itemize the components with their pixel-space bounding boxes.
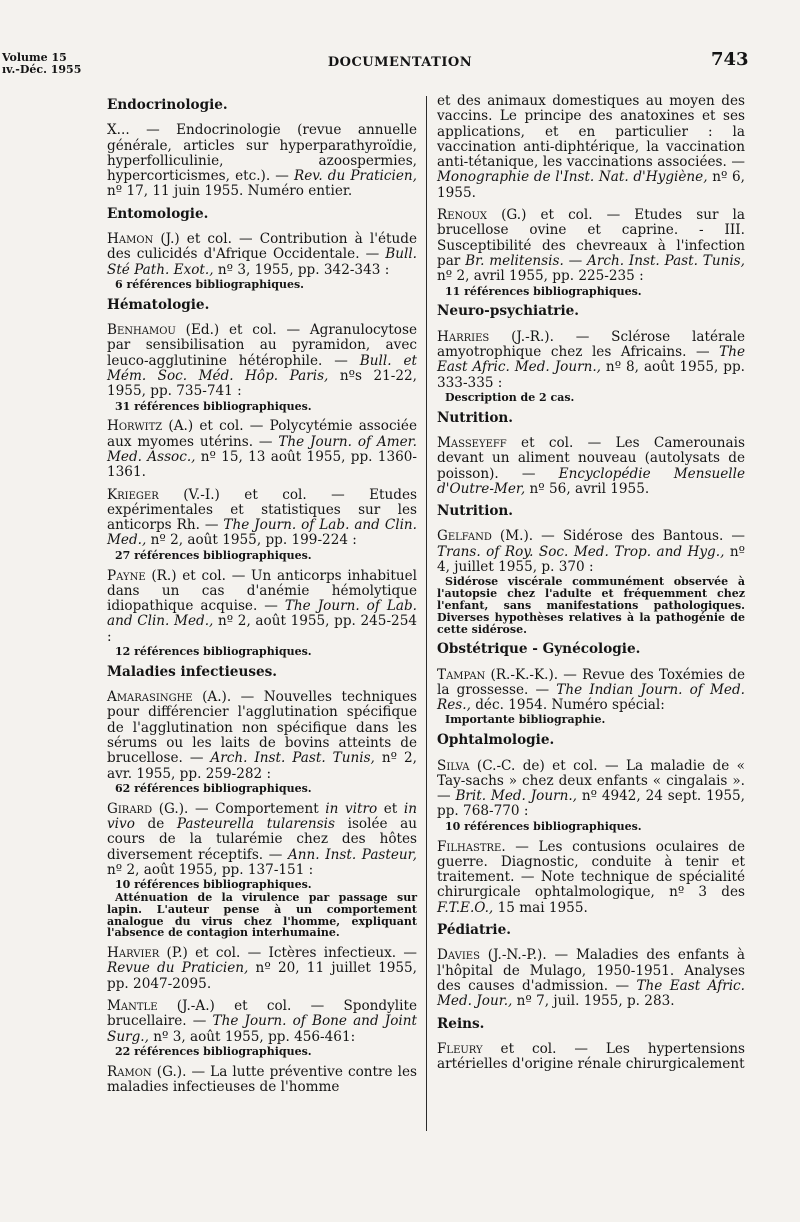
entry-note: 22 références bibliographiques. [115, 1044, 312, 1058]
entry-summary: Atténuation de la virulence par passage sur lapin. L'auteur pense à un comportement analogue du virus chez l'homme, expliquant l'absence de contagion interhumaine. [107, 890, 417, 940]
page-header [0, 0, 800, 90]
entry-ramon-continued: et des animaux domestiques au moyen des vaccins. Le principe des anatoxines et ses applications, et en particulier : la vaccination anti-diphtérique, la vaccination anti-tétanique, les vaccinations associées. — Monographie de l'Inst. Nat. d'Hygiène, nº 6, 1955. [437, 93, 745, 201]
entry-mantle: Mantle (J.-A.) et col. — Spondylite brucellaire. — The Journ. of Bone and Joint Surg., nº 3, août 1955, pp. 456-461: 22 références bibliographiques. [107, 998, 417, 1058]
section-entomologie: Entomologie. [107, 205, 209, 222]
entry-payne: Payne (R.) et col. — Un anticorps inhabituel dans un cas d'anémie hémolytique idiopathique acquise. — The Journ. of Lab. and Clin. Med., nº 2, août 1955, pp. 245-254 : 12 références bibliographiques. [107, 567, 417, 658]
section-nutrition-1: Nutrition. [437, 409, 514, 426]
volume-line-1: Volume 15 [2, 51, 67, 64]
entry-endocrinologie: X... — Endocrinologie (revue annuelle générale, articles sur hyperparathyroïdie, hyperfolliculinie, azoospermies, hypercorticismes, etc.). — Rev. du Praticien, nº 17, 11 juin 1955. Numéro entier. [107, 122, 417, 200]
section-maladies-infectieuses: Maladies infectieuses. [107, 663, 278, 680]
entry-filhastre: Filhastre. — Les contusions oculaires de guerre. Diagnostic, conduite à tenir et traitement. — Note technique de spécialité chirurgicale ophtalmologique, nº 3 des F.T.E.O., 15 mai 1955. [437, 838, 745, 916]
entry-renoux: Renoux (G.) et col. — Etudes sur la brucellose ovine et caprine. - III. Susceptibilité des chevreaux à l'infection par Br. melitensis. — Arch. Inst. Past. Tunis, nº 2, avril 1955, pp. 225-235 : 11 références bibliographiques. [437, 207, 745, 298]
entry-note: 10 références bibliographiques. [445, 819, 642, 833]
section-hematologie: Hématologie. [107, 296, 210, 313]
entry-note: 11 références bibliographiques. [445, 284, 642, 298]
section-reins: Reins. [437, 1015, 485, 1032]
left-column [107, 94, 417, 1102]
section-neuro-psychiatrie: Neuro-psychiatrie. [437, 303, 580, 320]
entry-davies: Davies (J.-N.-P.). — Maladies des enfants à l'hôpital de Mulago, 1950-1951. Analyses des causes d'admission. — The East Afric. Med. Jour., nº 7, juil. 1955, p. 283. [437, 947, 745, 1010]
entry-note: 62 références bibliographiques. [115, 781, 312, 795]
entry-note: Importante bibliographie. [445, 713, 606, 727]
entry-note: 10 références bibliographiques. [115, 878, 312, 892]
entry-note: 12 références bibliographiques. [115, 645, 312, 658]
entry-amarasinghe: Amarasinghe (A.). — Nouvelles techniques pour différencier l'agglutination spécifique de l'agglutination non spécifique dans les sérums ou les laits de bovins atteints de brucellose. — Arch. Inst. Past. Tunis, nº 2, avr. 1955, pp. 259-282 : 62 références bibliographiques. [107, 689, 417, 795]
entry-ramon: Ramon (G.). — La lutte préventive contre les maladies infectieuses de l'homme [107, 1063, 417, 1096]
entry-tampan: Tampan (R.-K.-K.). — Revue des Toxémies de la grossesse. — The Indian Journ. of Med. Res., déc. 1954. Numéro spécial: Importante bibliographie. [437, 666, 745, 727]
entry-note: 27 références bibliographiques. [115, 548, 312, 562]
entry-harries: Harries (J.-R.). — Sclérose latérale amyotrophique chez les Africains. — The East Afric. Med. Journ., nº 8, août 1955, pp. 333-335 : Description de 2 cas. [437, 328, 745, 404]
entry-note: 6 références bibliographiques. [115, 277, 304, 291]
section-pediatrie: Pédiatrie. [437, 922, 511, 939]
right-column [437, 94, 745, 1079]
column-divider [426, 96, 427, 1131]
entry-horwitz: Horwitz (A.) et col. — Polycytémie associée aux myomes utérins. — The Journ. of Amer. Med. Assoc., nº 15, 13 août 1955, pp. 1360-1361. [107, 418, 417, 481]
page-number: 743 [711, 49, 749, 70]
section-ophtalmologie: Ophtalmologie. [437, 732, 555, 749]
entry-krieger: Krieger (V.-I.) et col. — Etudes expérimentales et statistiques sur les anticorps Rh. — The Journ. of Lab. and Clin. Med., nº 2, août 1955, pp. 199-224 : 27 références bibliographiques. [107, 486, 417, 562]
section-obstetrique: Obstétrique - Gynécologie. [437, 641, 641, 658]
entry-fleury: Fleury et col. — Les hypertensions artérielles d'origine rénale chirurgicalement [437, 1040, 745, 1073]
entry-harvier: Harvier (P.) et col. — Ictères infectieux. — Revue du Praticien, nº 20, 11 juillet 1955, pp. 2047-2095. [107, 945, 417, 992]
entry-note: Description de 2 cas. [445, 390, 575, 404]
entry-gelfand: Gelfand (M.). — Sidérose des Bantous. — Trans. of Roy. Soc. Med. Trop. and Hyg., nº 4, juillet 1955, p. 370 : Sidérose viscérale communément observée à l'autopsie chez l'adulte et fréquemment chez l'enfant, sans manifestations pathologiques. Diverses hypothèses relatives à la pathogénie de cette sidérose. [437, 528, 745, 636]
entry-benhamou: Benhamou (Ed.) et col. — Agranulocytose par sensibilisation au pyramidon, avec leuco-agglutinine hétérophile. — Bull. et Mém. Soc. Méd. Hôp. Paris, nºs 21-22, 1955, pp. 735-741 : 31 références bibliographiques. [107, 322, 417, 413]
entry-girard: Girard (G.). — Comportement in vitro et in vivo de Pasteurella tularensis isolée au cours de la tularémie chez des hôtes diversement réceptifs. — Ann. Inst. Pasteur, nº 2, août 1955, pp. 137-151 : 10 références bibliographiques. Atténuation de la virulence par passage sur lapin. L'auteur pense à un comportement analogue du virus chez l'homme, expliquant l'absence de contagion interhumaine. [107, 800, 418, 940]
volume-line-2: ıv.-Déc. 1955 [2, 63, 82, 76]
entry-hamon: Hamon (J.) et col. — Contribution à l'étude des culicidés d'Afrique Occidentale. — Bull. Sté Path. Exot., nº 3, 1955, pp. 342-343 : 6 références bibliographiques. [107, 231, 417, 291]
section-nutrition-2: Nutrition. [437, 503, 514, 520]
entry-summary: Sidérose viscérale communément observée à l'autopsie chez l'adulte et fréquemment chez l'enfant, sans manifestations pathologiques. Diverses hypothèses relatives à la pathogénie de cette sidérose. [437, 575, 745, 636]
page-title: DOCUMENTATION [327, 55, 473, 70]
entry-silva: Silva (C.-C. de) et col. — La maladie de « Tay-sachs » chez deux enfants « cingalais ». — Brit. Med. Journ., nº 4942, 24 sept. 1955, pp. 768-770 : 10 références bibliographiques. [437, 757, 745, 833]
entry-masseyeff: Masseyeff et col. — Les Camerounais devant un aliment nouveau (autolysats de poisson). — Encyclopédie Mensuelle d'Outre-Mer, nº 56, avril 1955. [437, 434, 745, 497]
entry-note: 31 références bibliographiques. [115, 399, 312, 413]
section-endocrinologie: Endocrinologie. [107, 97, 228, 113]
